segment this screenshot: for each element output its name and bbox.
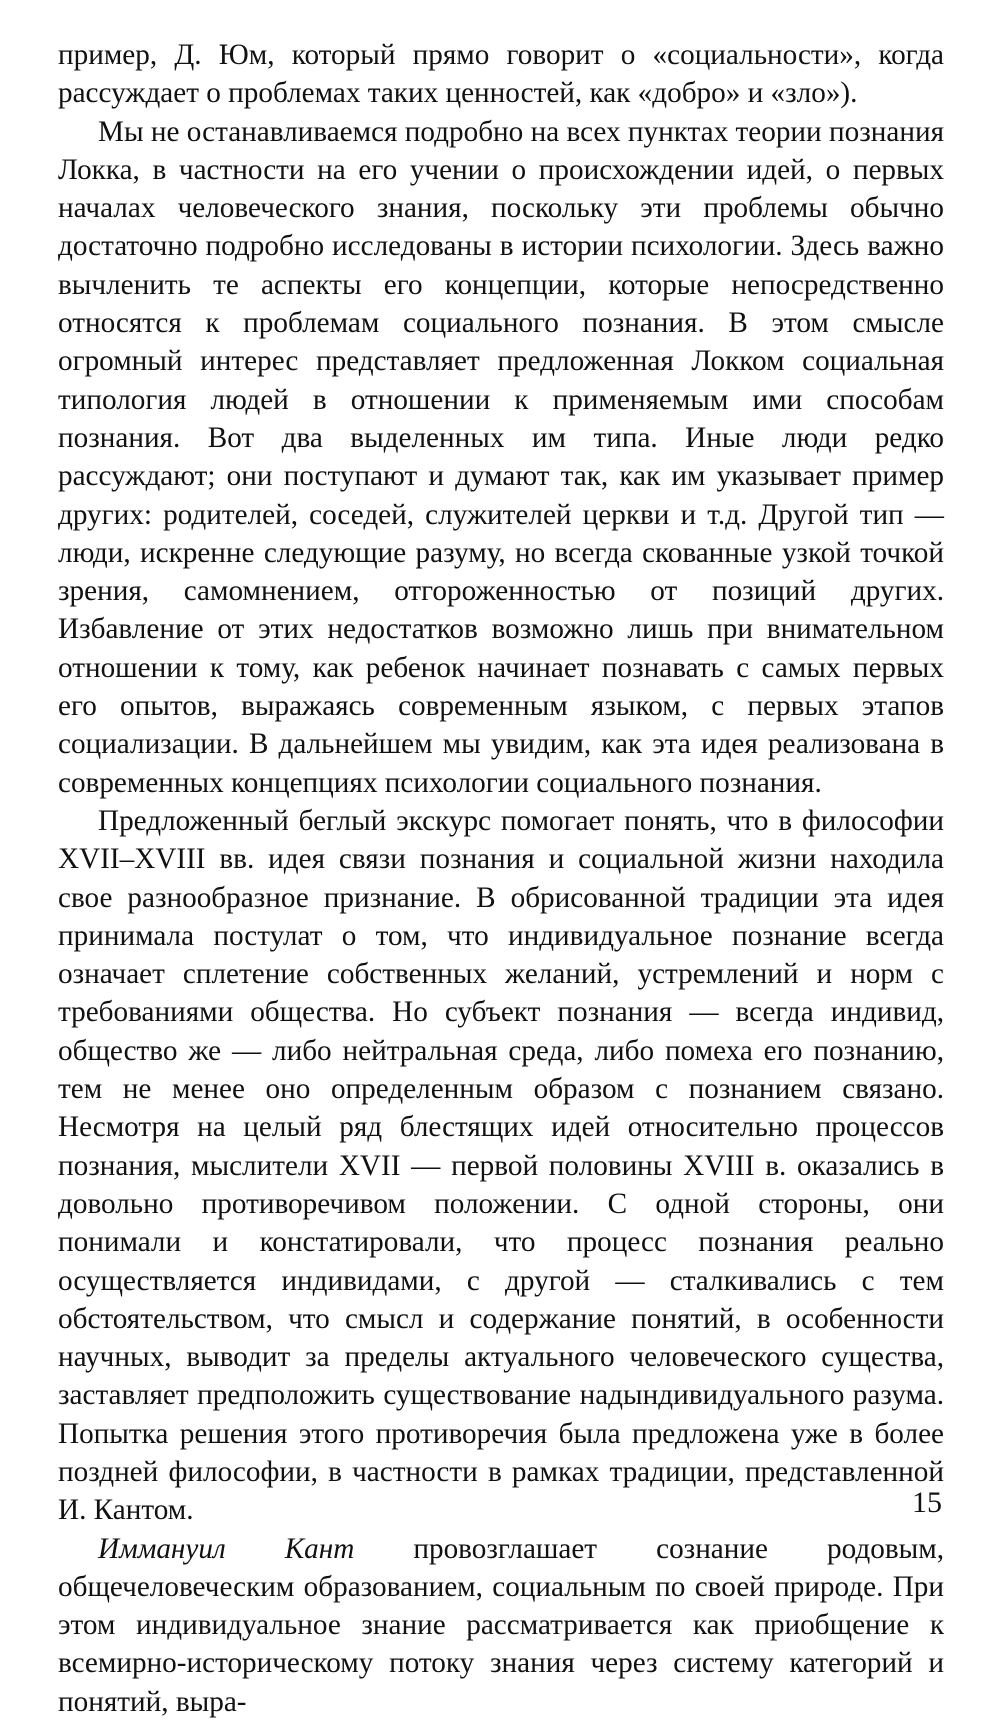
page-number: 15: [912, 1486, 942, 1519]
page-body: [58, 36, 944, 1721]
paragraph-1: пример, Д. Юм, который прямо говорит о «социальности», когда рассуждает о проблемах таких ценностей, как «добро» и «зло»).: [58, 39, 944, 110]
paragraph-2: Мы не останавливаемся подробно на всех пунктах теории познания Локка, в частности на его учении о происхождении идей, о первых началах человеческого знания, поскольку эти проблемы обычно достаточно подробно исследованы в истории психологии. Здесь важно вычленить те аспекты его концепции, которые непосредственно относятся к проблемам социального познания. В этом смысле огромный интерес представляет предложенная Локком социальная типология людей в отношении к применяемым ими способам познания. Вот два выделенных им типа. Иные люди редко рассуждают; они поступают и думают так, как им указывает пример других: родителей, соседей, служителей церкви и т.д. Другой тип — люди, искренне следующие разуму, но всегда скованные узкой точкой зрения, самомнением, отгороженностью от позиций других. Избавление от этих недостатков возможно лишь при внимательном отношении к тому, как ребенок начинает познавать с самых первых его опытов, выражаясь современным языком, с первых этапов социализации. В дальнейшем мы увидим, как эта идея реализована в современных концепциях психологии социального познания.: [58, 115, 944, 799]
paragraph-3: Предложенный беглый экскурс помогает понять, что в философии XVII–XVIII вв. идея связи познания и социальной жизни находила свое разнообразное признание. В обрисованной традиции эта идея принимала постулат о том, что индивидуальное познание всегда означает сплетение собственных желаний, устремлений и норм с требованиями общества. Но субъект познания — всегда индивид, общество же — либо нейтральная среда, либо помеха его познанию, тем не менее оно определенным образом с познанием связано. Несмотря на целый ряд блестящих идей относительно процессов познания, мыслители XVII — первой половины XVIII в. оказались в довольно противоречивом положении. С одной стороны, они понимали и констатировали, что процесс познания реально осуществляется индивидами, с другой — сталкивались с тем обстоятельством, что смысл и содержание понятий, в особенности научных, выводит за пределы актуального человеческого существа, заставляет предположить существование надындивидуального разума. Попытка решения этого противоречия была предложена уже в более поздней философии, в частности в рамках традиции, представленной И. Кантом.: [58, 804, 944, 1527]
kant-name-italic: Иммануил Кант: [98, 1532, 355, 1565]
paragraph-4-text: провозглашает сознание родовым, общечеловеческим образованием, социальным по своей природе. При этом индивидуальное знание рассматривается как приобщение к всемирно-историческому потоку знания через систему категорий и понятий, выра-: [58, 1532, 944, 1718]
paragraph-4: [58, 1530, 944, 1721]
